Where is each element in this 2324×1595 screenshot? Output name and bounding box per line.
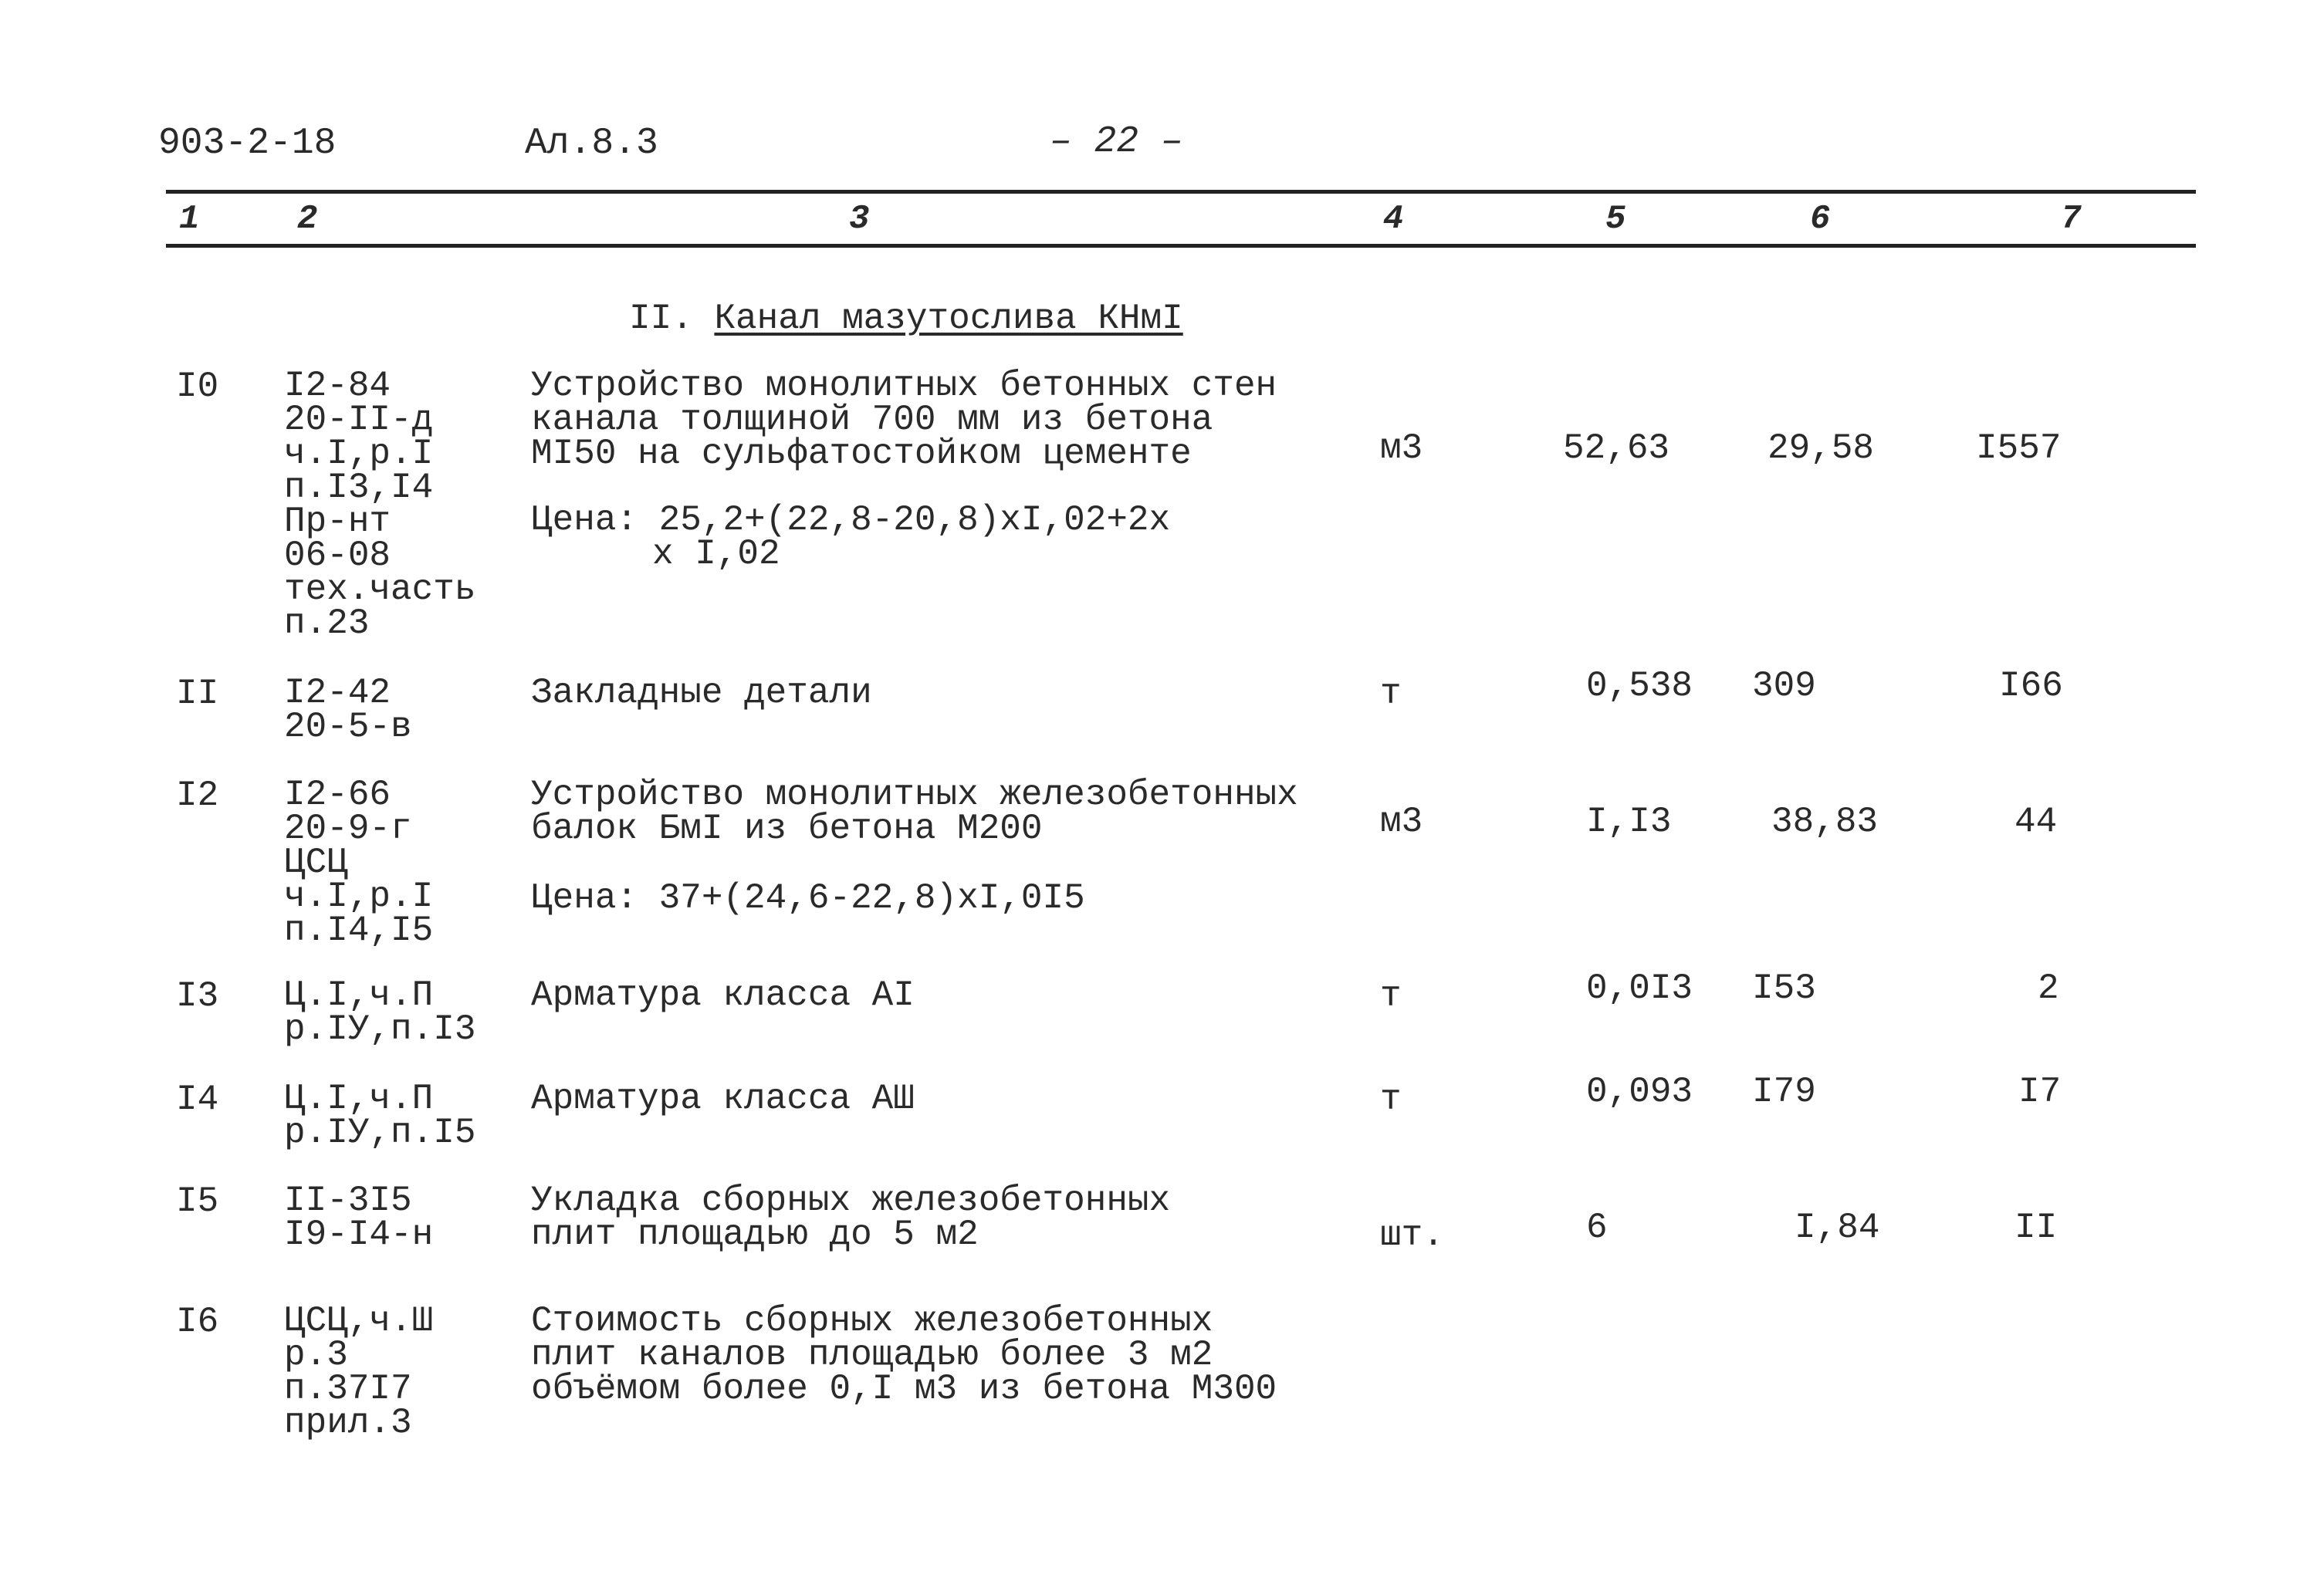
row-unit: м3 <box>1380 802 1423 842</box>
sheet-label: Ал.8.3 <box>525 123 658 164</box>
section-number: II. <box>629 299 693 339</box>
description-line: плит каналов площадью более 3 м2 <box>531 1335 1213 1375</box>
price-line: Цена: 25,2+(22,8-20,8)хI,02+2х <box>531 500 1171 540</box>
reference-line: р.IУ,п.I3 <box>284 1009 476 1049</box>
row-references <box>284 1301 434 1443</box>
row-references <box>284 366 476 644</box>
reference-line: ч.I,р.I <box>284 434 434 474</box>
row-unit: т <box>1380 1080 1402 1120</box>
row-number: II <box>176 674 219 714</box>
row-description <box>531 366 1277 474</box>
row-quantity: I,I3 <box>1586 802 1672 842</box>
row-unit: шт. <box>1380 1215 1444 1255</box>
row-unit-price: 309 <box>1752 666 1816 706</box>
reference-line: II-3I5 <box>284 1181 412 1221</box>
row-price-note <box>531 500 1171 574</box>
reference-line: I9-I4-н <box>284 1215 434 1255</box>
column-number-5: 5 <box>1605 200 1626 238</box>
reference-line: I2-42 <box>284 673 391 713</box>
reference-line: 06-08 <box>284 536 391 576</box>
document-code: 903-2-18 <box>158 123 337 164</box>
price-line: х I,02 <box>652 534 780 574</box>
column-number-3: 3 <box>849 200 870 238</box>
row-unit-price: I,84 <box>1795 1208 1880 1248</box>
reference-line: 20-9-г <box>284 809 412 849</box>
reference-line: Ц.I,ч.П <box>284 975 434 1015</box>
row-unit-price: 29,58 <box>1768 428 1875 468</box>
row-quantity: 6 <box>1586 1208 1608 1248</box>
description-line: Арматура класса АШ <box>531 1079 915 1119</box>
row-total: 2 <box>2038 968 2059 1009</box>
row-price-note <box>531 878 1085 918</box>
row-total: I7 <box>2018 1072 2062 1112</box>
description-line: канала толщиной 700 мм из бетона <box>531 400 1213 440</box>
row-total: I557 <box>1976 428 2062 468</box>
page-number: – 22 – <box>1050 121 1183 163</box>
reference-line: I2-84 <box>284 366 391 406</box>
row-unit-price: I79 <box>1752 1072 1816 1112</box>
row-unit-price: I53 <box>1752 968 1816 1009</box>
row-number: I3 <box>176 976 219 1016</box>
row-description <box>531 975 915 1015</box>
row-references <box>284 1181 434 1255</box>
row-references <box>284 975 476 1049</box>
row-total: I66 <box>1999 666 2063 706</box>
description-line: объёмом более 0,I м3 из бетона М300 <box>531 1369 1277 1409</box>
column-number-7: 7 <box>2061 200 2082 238</box>
header-bottom-rule <box>166 244 2196 248</box>
description-line: Укладка сборных железобетонных <box>531 1181 1171 1221</box>
row-quantity: 0,0I3 <box>1586 968 1693 1009</box>
reference-line: р.3 <box>284 1335 348 1375</box>
row-total: II <box>2014 1208 2058 1248</box>
reference-line: п.23 <box>284 603 370 644</box>
reference-line: прил.3 <box>284 1403 412 1443</box>
reference-line: Пр-нт <box>284 502 391 542</box>
reference-line: ЦСЦ,ч.Ш <box>284 1301 434 1341</box>
reference-line: п.I4,I5 <box>284 911 434 951</box>
row-references <box>284 775 434 951</box>
row-number: I0 <box>176 367 219 407</box>
row-number: I2 <box>176 776 219 816</box>
description-line: плит площадью до 5 м2 <box>531 1215 979 1255</box>
row-references <box>284 1079 476 1153</box>
column-number-1: 1 <box>179 200 200 238</box>
row-description <box>531 775 1298 849</box>
row-unit-price: 38,83 <box>1771 802 1879 842</box>
row-number: I6 <box>176 1302 219 1342</box>
reference-line: 20-5-в <box>284 707 412 747</box>
section-title <box>629 299 1183 339</box>
row-total: 44 <box>2014 802 2058 842</box>
description-line: Закладные детали <box>531 673 872 713</box>
row-unit: т <box>1380 674 1402 714</box>
description-line: МI50 на сульфатостойком цементе <box>531 434 1192 474</box>
reference-line: р.IУ,п.I5 <box>284 1113 476 1153</box>
row-description <box>531 1301 1277 1409</box>
row-number: I4 <box>176 1080 219 1120</box>
reference-line: ЦСЦ <box>284 843 348 883</box>
row-number: I5 <box>176 1181 219 1222</box>
row-description <box>531 673 872 713</box>
column-number-2: 2 <box>297 200 318 238</box>
row-references <box>284 673 412 747</box>
reference-line: тех.часть <box>284 569 476 610</box>
row-description <box>531 1079 915 1119</box>
description-line: Арматура класса AI <box>531 975 915 1015</box>
description-line: Устройство монолитных бетонных стен <box>531 366 1277 406</box>
reference-line: п.I3,I4 <box>284 468 434 508</box>
row-quantity: 0,093 <box>1586 1072 1693 1112</box>
row-quantity: 52,63 <box>1563 428 1670 468</box>
row-description <box>531 1181 1171 1255</box>
reference-line: 20-II-д <box>284 400 434 440</box>
reference-line: ч.I,р.I <box>284 877 434 917</box>
reference-line: I2-66 <box>284 775 391 815</box>
description-line: балок БмI из бетона М200 <box>531 809 1043 849</box>
row-unit: т <box>1380 976 1402 1016</box>
section-name: Канал мазутослива КНмI <box>714 299 1183 339</box>
description-line: Устройство монолитных железобетонных <box>531 775 1298 815</box>
column-number-4: 4 <box>1383 200 1404 238</box>
reference-line: п.37I7 <box>284 1369 412 1409</box>
row-unit: м3 <box>1380 428 1423 468</box>
price-line: Цена: 37+(24,6-22,8)хI,0I5 <box>531 878 1085 918</box>
description-line: Стоимость сборных железобетонных <box>531 1301 1213 1341</box>
row-quantity: 0,538 <box>1586 666 1693 706</box>
header-top-rule <box>166 190 2196 194</box>
reference-line: Ц.I,ч.П <box>284 1079 434 1119</box>
column-number-6: 6 <box>1810 200 1831 238</box>
